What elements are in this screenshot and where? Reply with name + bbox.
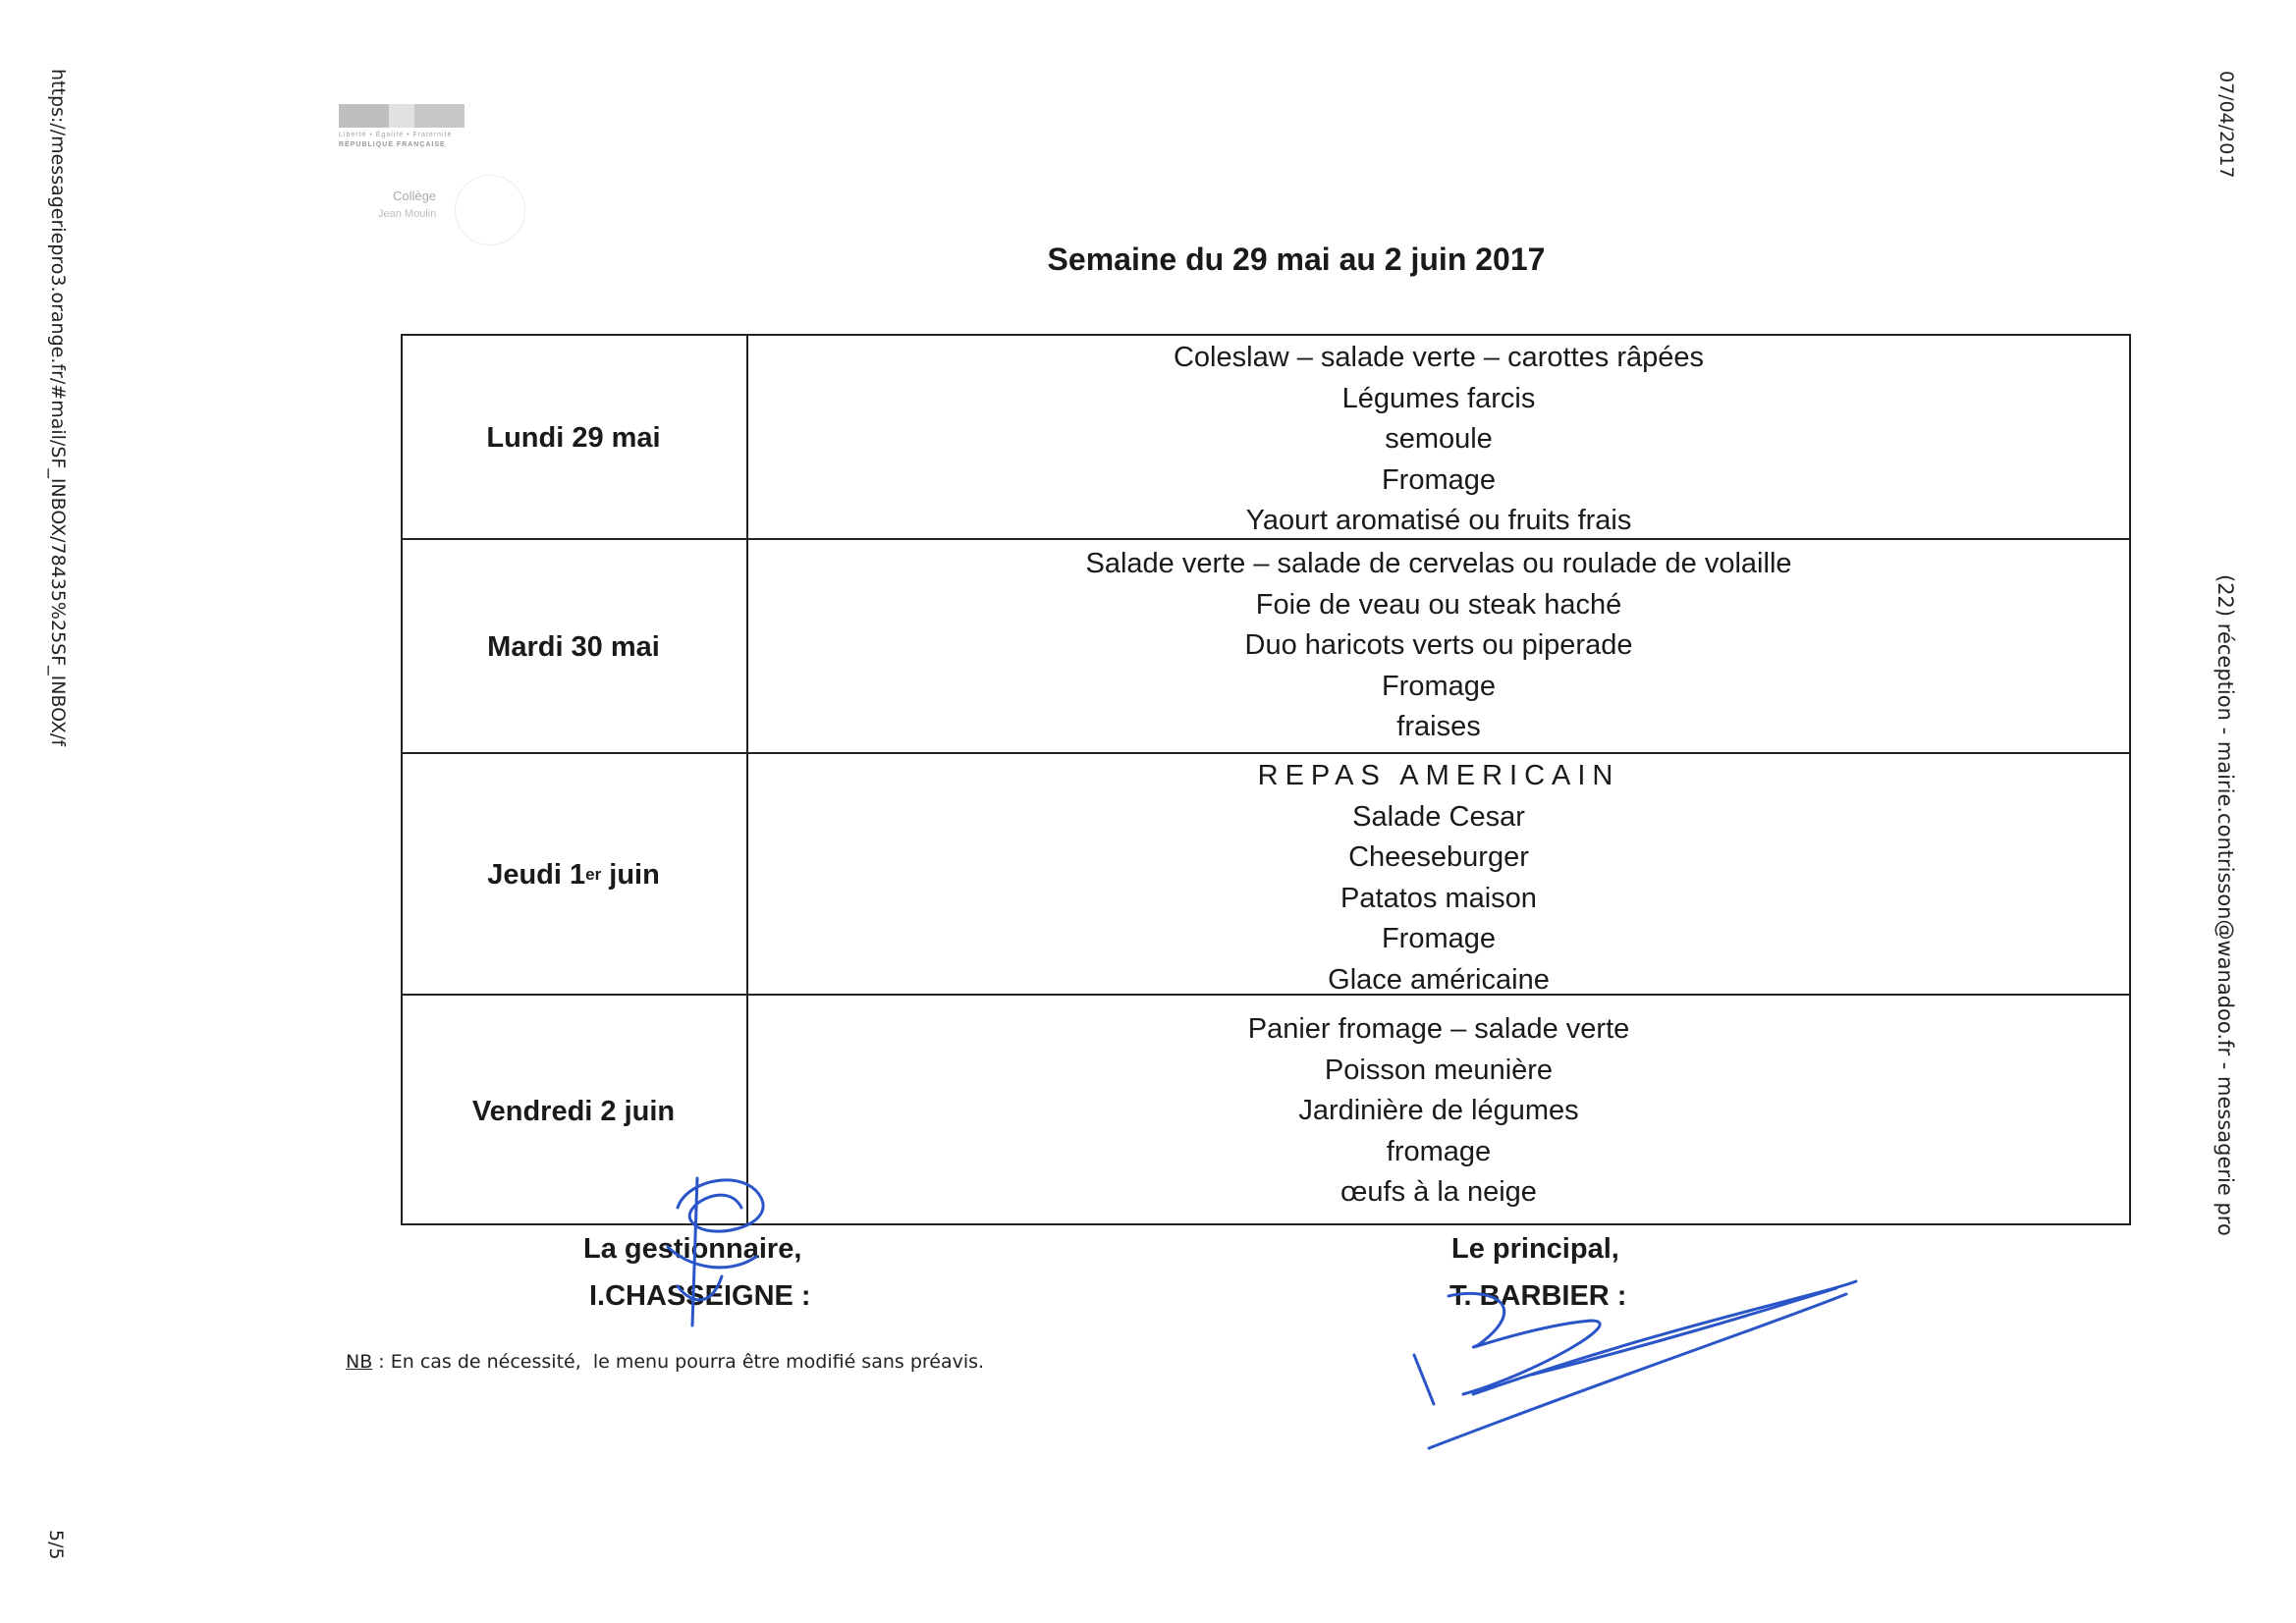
dish: Cheeseburger xyxy=(1348,841,1529,873)
print-mail-header: (22) réception - mairie.contrisson@wanadoo.fr - messagerie pro xyxy=(2214,574,2237,1236)
dish: Légumes farcis xyxy=(1341,382,1536,414)
dish: Foie de veau ou steak haché xyxy=(1255,588,1622,621)
dish: Panier fromage – salade verte xyxy=(1247,1013,1630,1045)
dish: Salade verte – salade de cervelas ou roulade de volaille xyxy=(1085,548,1792,579)
dish: Fromage xyxy=(1381,463,1497,496)
dish: semoule xyxy=(1385,423,1493,455)
manager-role: La gestionnaire, xyxy=(583,1233,802,1265)
dish: Fromage xyxy=(1381,923,1497,954)
college-name: Jean Moulin xyxy=(378,208,437,220)
day-label-end: juin xyxy=(601,858,660,891)
day-label: Jeudi 1 er juin xyxy=(487,858,660,891)
page-number: 5/5 xyxy=(45,1530,67,1560)
page-title: Semaine du 29 mai au 2 juin 2017 xyxy=(1047,242,1546,277)
principal-signature-icon xyxy=(1414,1281,1856,1448)
dish: Poisson meunière xyxy=(1324,1054,1554,1086)
principal-name: T. BARBIER : xyxy=(1449,1280,1627,1312)
print-date: 07/04/2017 xyxy=(2215,71,2237,179)
logo-republic: RÉPUBLIQUE FRANÇAISE xyxy=(339,141,446,148)
day-label: Mardi 30 mai xyxy=(487,630,660,663)
manager-name: I.CHASSEIGNE : xyxy=(589,1280,811,1312)
dish: REPAS AMERICAIN xyxy=(1257,760,1620,791)
footnote-prefix: NB xyxy=(346,1351,373,1373)
dish: Coleslaw – salade verte – carottes râpées xyxy=(1173,342,1704,373)
manager-signature-icon xyxy=(668,1178,763,1325)
dish: Jardinière de légumes xyxy=(1298,1095,1579,1126)
principal-role: Le principal, xyxy=(1451,1233,1619,1265)
dish: Fromage xyxy=(1381,670,1497,702)
dish: Duo haricots verts ou piperade xyxy=(1244,629,1633,661)
dish: Glace américaine xyxy=(1328,963,1550,996)
dish: Patatos maison xyxy=(1340,882,1537,914)
logo-motto: Liberté • Égalité • Fraternité xyxy=(339,132,453,138)
dish: Yaourt aromatisé ou fruits frais xyxy=(1245,505,1632,536)
footnote-text: : En cas de nécessité, le menu pourra être modifié sans préavis. xyxy=(372,1351,985,1373)
dish: fraises xyxy=(1396,711,1481,742)
print-url: https://messageriepro3.orange.fr/#mail/SF_INBOX/78435%25SF_INBOX/f xyxy=(47,69,69,747)
day-label-main: Jeudi 1 xyxy=(487,858,586,891)
dish: Salade Cesar xyxy=(1352,800,1525,833)
dish: œufs à la neige xyxy=(1340,1176,1537,1208)
footnote xyxy=(346,1351,984,1373)
college-label: Collège xyxy=(393,189,437,203)
day-label: Lundi 29 mai xyxy=(486,421,661,454)
day-label: Vendredi 2 juin xyxy=(471,1095,676,1127)
dish: fromage xyxy=(1386,1135,1492,1167)
